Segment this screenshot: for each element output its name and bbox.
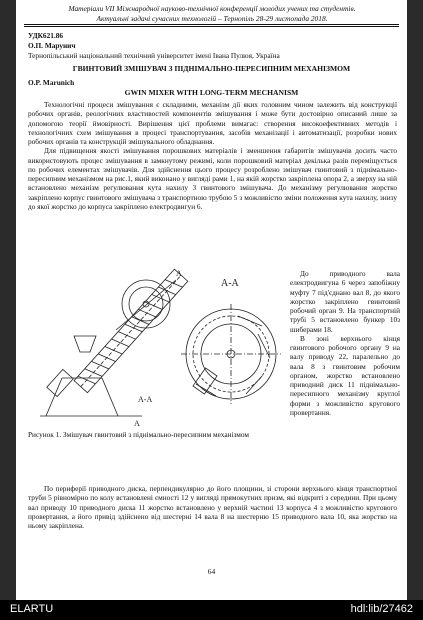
- intro-paragraph-1: Технологічні процеси змішування є складними, механізм дії яких головним чином залежить від конструкції робочих органів, реологічних властивостей компонентів змішування і може бути достовірно описаний лише за допомогою теорії ймовірності. Вирішення цієї проблеми вимагає: створення високоефективних методів і технологічних схем змішування в процесі транспортування, засобів механізації і автоматизації, розробки нових робочих органів та конструкцій змішувального обладнання.: [28, 100, 397, 146]
- conference-header-line1: Матеріали VII Міжнародної науково-технічної конференції молодих учених та студентів.: [68, 4, 356, 13]
- section-marker-upper: А: [176, 269, 182, 278]
- drive-disk-inner: [129, 287, 163, 321]
- right-column-text: [290, 269, 400, 417]
- document-page: [16, 0, 407, 600]
- section-view-title: A-A: [221, 278, 239, 289]
- author-ua: О.П. Марунич: [28, 41, 76, 50]
- udk-code: УДК621.86: [28, 31, 63, 40]
- section-marker-lower: А: [134, 419, 140, 428]
- section-label-lower: А-А: [138, 395, 153, 404]
- intro-paragraph-2: Для підвищення якості змішування порошкових матеріалів і зменшення габаритів змішувачів досить часто використовують процес змішування в замкнутому режимі, коли порошковий матеріал декілька разів переміщується по робочих елементах змішувачів. Для здійснення цього процесу розроблено змішувач гвинтовий з піднімально-пересипним механізмом на рис.1, який виконано у вигляді рами 1, на якій жорстко закріплена опора 2, а зверху на ній встановлено механізм регулювання кута нахилу 3 гвинтового змішувача. До механізму регулювання жорстко закріплено корпус гвинтового змішувача з транспортною трубою 5 з можливістю зміни положення кута нахилу, знизу до якої жорстко до корпуса закріплено електродвигун 6.: [28, 146, 397, 211]
- section-tube: [193, 368, 217, 394]
- right-paragraph-1: До приводного вала електродвигуна 6 через запобіжну муфту 7 під'єднано вал 8, до якого жорстко закріплено гвинтовий робочий орган 9. На транспортній трубі 5 встановлено бункер 10з шиберами 18.: [290, 269, 400, 334]
- repository-footer: [0, 600, 423, 620]
- title-en: GWIN MIXER WITH LONG-TERM MECHANISM: [124, 88, 299, 97]
- title-ua: ГВИНТОВИЙ ЗМІШУВАЧ З ПІДНІМАЛЬНО-ПЕРЕСИПНИМ МЕХАНІЗМОМ: [72, 64, 351, 73]
- header-rule-bottom: [24, 26, 399, 27]
- section-line: [116, 280, 176, 330]
- author-en: O.P. Marunich: [28, 78, 75, 87]
- transport-tube: [74, 269, 188, 393]
- affiliation: Тернопільський національний технічний університет імені Івана Пулюя, Україна: [28, 51, 280, 60]
- frame-support-left: [46, 378, 62, 416]
- frame-support-right: [102, 378, 118, 416]
- hopper: [74, 336, 96, 352]
- closing-paragraph: По периферії приводного диска, перпендикулярно до його площини, зі сторони верхнього кінця транспортної труби 5 рівномірно по колу встановлені ємності 12 у вигляді прямокутних призм, які відкриті з середини. При цьому вал приводу 10 приводного диска 11 жорстко встановлено у верхній частині 13 корпуса 4 з можливістю кругового провертання, а його привід здійснено від шестерні 14 вала 8 на шестерню 15 приводного вала 10, яка жорстко на ньому закріплена.: [28, 484, 397, 530]
- right-paragraph-2: В зоні верхнього кінця гвинтового робочого органу 9 на валу приводу 22, паралельно до вала 8 з гвинтовим робочим органом, жорстко встановлено приводний диск 11 піднімально-пересипного механізму круглої форми з можливістю кругового провертання.: [290, 333, 400, 417]
- mixer-figure: [26, 266, 288, 428]
- screw-shaft: [81, 275, 181, 386]
- footer-left-label: ELARTU: [10, 603, 54, 615]
- intro-text: [28, 100, 397, 211]
- page-number: 64: [207, 567, 216, 576]
- closing-text: [28, 484, 397, 530]
- footer-handle-label: hdl:lib/27462: [350, 603, 413, 615]
- conference-header-line2: Актуальні задачі сучасних технологій – Тернопіль 28-29 листопада 2018.: [96, 14, 328, 23]
- header-rule-top: [24, 24, 399, 25]
- figure-caption: Рисунок 1. Змішувач гвинтовий з піднімально-пересипним механізмом: [28, 430, 250, 439]
